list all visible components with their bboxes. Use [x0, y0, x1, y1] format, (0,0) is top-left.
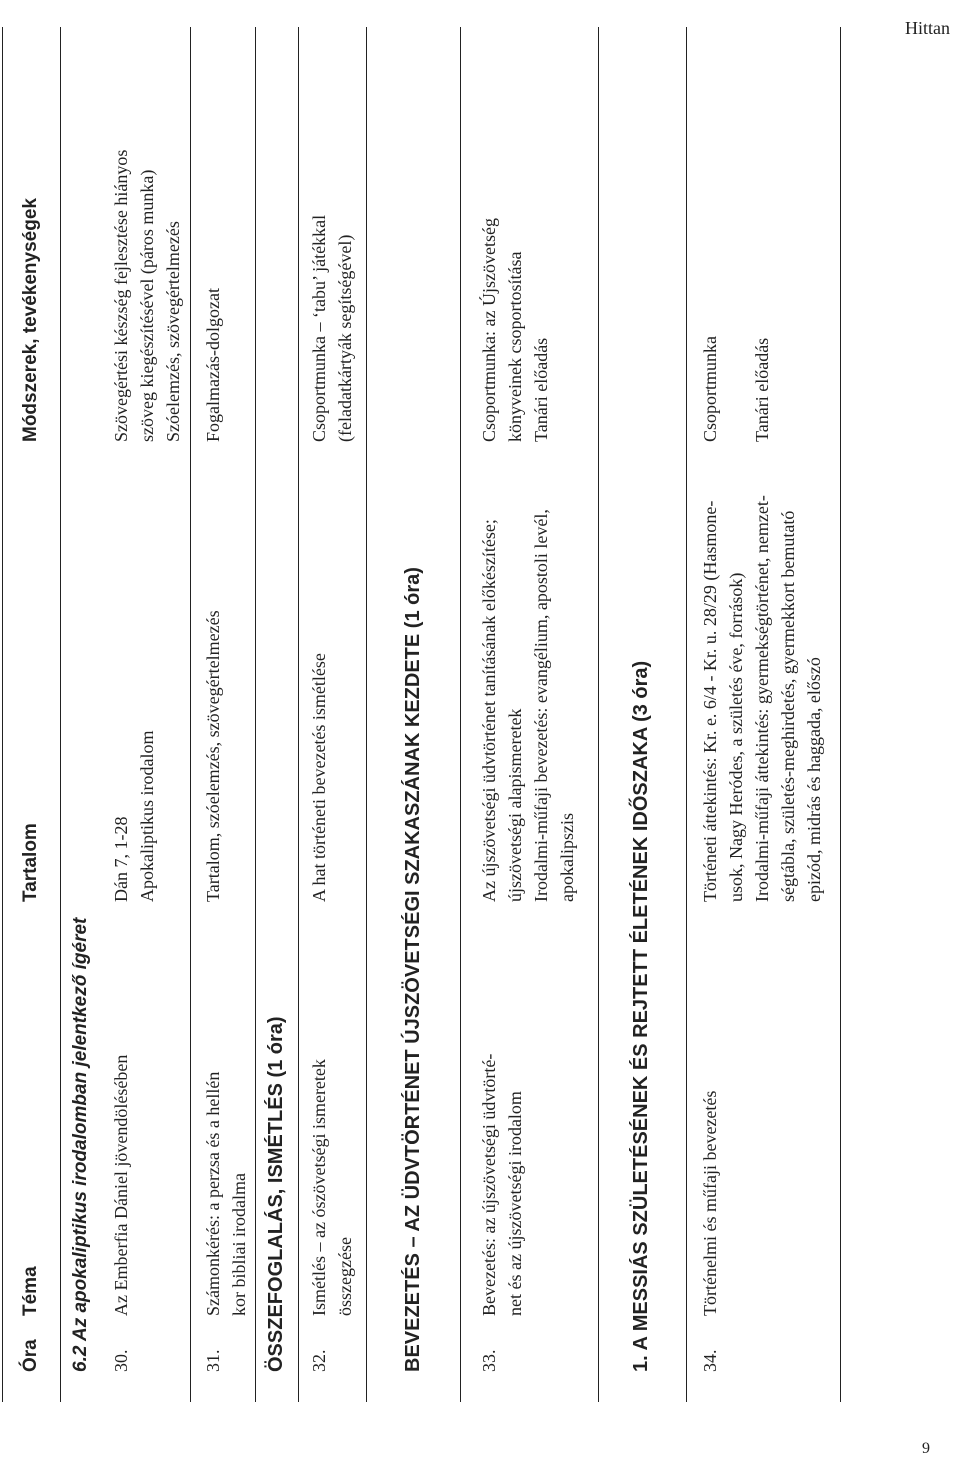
- row-31-rule: [255, 27, 256, 1402]
- row-33-tartalom: Az újszövetségi üdvtörténet tanításának előkészítése; újszövetségi alapismeretek Irodalmi-műfaji bevezetés: evangélium, apostoli levél, apokalipszis: [479, 509, 577, 902]
- row-34-tartalom: Történeti áttekintés: Kr. e. 6/4 - Kr. u. 28/29 (Hasmone- usok, Nagy Heródes, a születés éve, források) Irodalmi-műfaji áttekintés: gyermekségtörténet, nemzet- ségtábla, születés-meghirdetés, gyermekkort bemutató epizód, midrás és haggada, előszó: [700, 495, 824, 902]
- row-31-modszerek: Fogalmazás-dolgozat: [203, 288, 223, 442]
- table-top-rule: [2, 27, 3, 1402]
- header-label: Hittan: [905, 18, 950, 38]
- row-33-modszerek: Csoportmunka: az Újszövetség könyveinek csoportosítása Tanári előadás: [479, 218, 551, 442]
- section-6-2-title: 6.2 Az apokaliptikus irodalomban jelentkező ígéret: [70, 917, 91, 1372]
- page-number: 9: [922, 1440, 930, 1457]
- row-33-tema: Bevezetés: az újszövetségi üdvtörté- net és az újszövetségi irodalom: [479, 1053, 525, 1316]
- row-32-rule: [366, 27, 367, 1402]
- osszefoglalas-rule: [298, 27, 299, 1402]
- row-30-modszerek: Szövegértési készség fejlesztése hiányos szöveg kiegészítésével (páros munka) Szóelemzés, szövegértelmezés: [111, 149, 183, 442]
- section-osszefoglalas-title: ÖSSZEFOGLALÁS, ISMÉTLÉS (1 óra): [265, 1016, 287, 1372]
- row-34-tema: Történelmi és műfaji bevezetés: [700, 1090, 720, 1316]
- row-32-tartalom: A hat történeti bevezetés ismétlése: [309, 653, 329, 902]
- header-ora: Óra: [20, 1339, 41, 1372]
- section-bevezetes-title: BEVEZETÉS – AZ ÜDVTÖRTÉNET ÚJSZÖVETSÉGI SZAKASZÁNAK KEZDETE (1 óra): [402, 567, 424, 1372]
- row-30-number: 30.: [111, 1349, 131, 1372]
- row-30-tema: Az Emberfia Dániel jövendölésében: [111, 1054, 131, 1316]
- row-30-rule: [190, 27, 191, 1402]
- lesson-plan-table: [0, 27, 935, 1402]
- header-rule: [60, 27, 61, 1402]
- header-modszerek: Módszerek, tevékenységek: [20, 198, 41, 442]
- row-30-tartalom: Dán 7, 1-28 Apokaliptikus irodalom: [111, 730, 157, 902]
- row-32-tema: Ismétlés – az ószövetségi ismeretek összegzése: [309, 1059, 355, 1316]
- table-bottom-rule: [840, 27, 841, 1402]
- row-31-tema: Számonkérés: a perzsa és a hellén kor bibliai irodalma: [203, 1071, 249, 1316]
- row-32-modszerek: Csoportmunka – ‘tabu’ játékkal (feladatkártyák segítségével): [309, 214, 355, 442]
- row-32-number: 32.: [309, 1349, 329, 1372]
- row-31-number: 31.: [203, 1349, 223, 1372]
- row-34-number: 34.: [700, 1349, 720, 1372]
- messias-rule: [686, 27, 687, 1402]
- header-tema: Téma: [20, 1266, 41, 1316]
- row-33-rule: [598, 27, 599, 1402]
- row-31-tartalom: Tartalom, szóelemzés, szövegértelmezés: [203, 610, 223, 902]
- bevezetes-rule: [460, 27, 461, 1402]
- row-34-modszerek: Csoportmunka Tanári előadás: [700, 336, 772, 442]
- row-33-number: 33.: [479, 1349, 499, 1372]
- section-messias-title: 1. A MESSIÁS SZÜLETÉSÉNEK ÉS REJTETT ÉLETÉNEK IDŐSZAKA (3 óra): [630, 660, 652, 1372]
- header-tartalom: Tartalom: [20, 823, 41, 902]
